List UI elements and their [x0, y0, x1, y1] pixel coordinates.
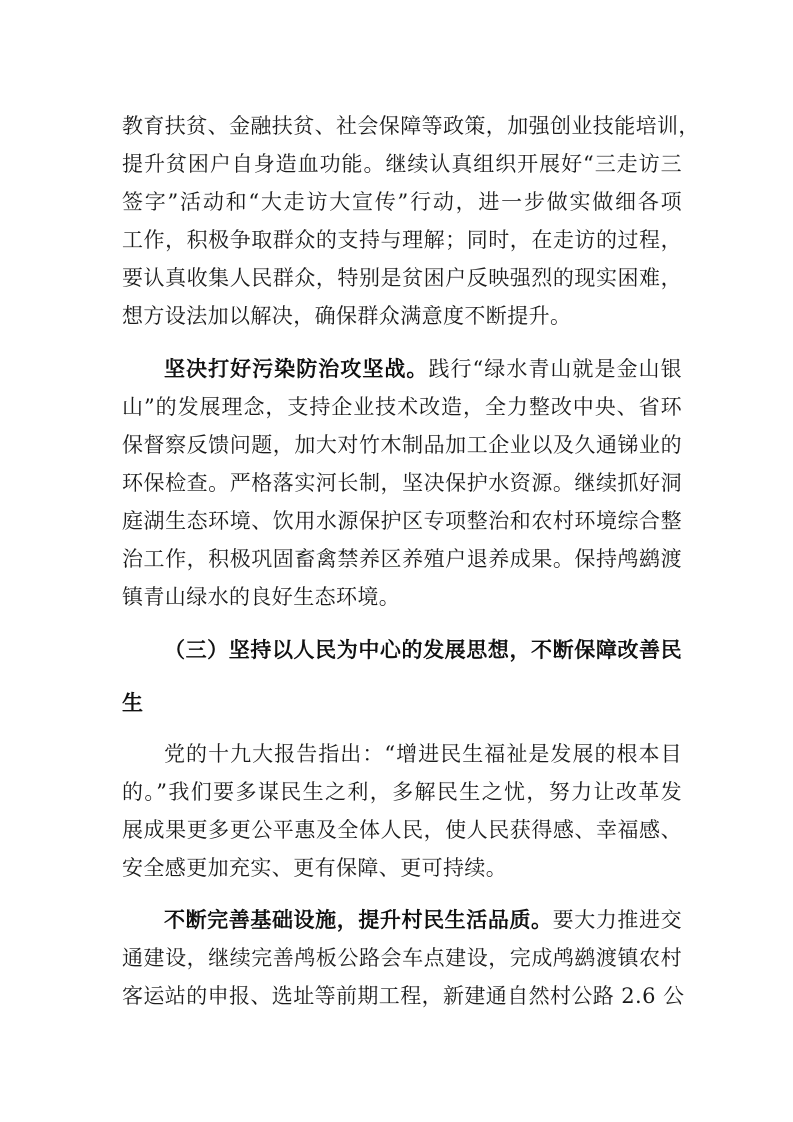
paragraph-line: 想方设法加以解决，确保群众满意度不断提升。	[122, 304, 572, 328]
paragraph-line: 展成果更多更公平惠及全体人民，使人民获得感、幸福感、	[122, 818, 682, 842]
section-heading: （三）坚持以人民为中心的发展思想，不断保障改善民	[164, 638, 682, 662]
section-heading-continued: 生	[122, 691, 144, 715]
paragraph-first-line	[164, 900, 682, 940]
paragraph-lead-bold: 不断完善基础设施，提升村民生活品质。	[164, 908, 553, 932]
paragraph-line: 山”的发展理念，支持企业技术改造，全力整改中央、省环	[122, 395, 682, 419]
paragraph-line: 要认真收集人民群众，特别是贫困户反映强烈的现实困难，	[122, 266, 682, 290]
paragraph-line: 保督察反馈问题，加大对竹木制品加工企业以及久通锑业的	[122, 433, 682, 457]
paragraph-first-line: 党的十九大报告指出：“增进民生福祉是发展的根本目	[164, 742, 682, 766]
paragraph-line: 通建设，继续完善鸬板公路会车点建设，完成鸬鹚渡镇农村	[122, 946, 682, 970]
paragraph-line: 客运站的申报、选址等前期工程，新建通自然村公路 2.6 公	[122, 984, 685, 1008]
paragraph-line: 的。”我们要多谋民生之利，多解民生之忧，努力让改革发	[122, 780, 682, 804]
paragraph-line: 签字”活动和“大走访大宣传”行动，进一步做实做细各项	[122, 190, 682, 214]
paragraph-line: 镇青山绿水的良好生态环境。	[122, 585, 401, 609]
paragraph-line: 教育扶贫、金融扶贫、社会保障等政策，加强创业技能培训，	[122, 114, 700, 138]
paragraph-line: 环保检查。严格落实河长制，坚决保护水资源。继续抓好洞	[122, 471, 682, 495]
paragraph-line: 安全感更加充实、更有保障、更可持续。	[122, 856, 508, 880]
paragraph-lead-bold: 坚决打好污染防治攻坚战。	[164, 357, 429, 381]
paragraph-line: 治工作，积极巩固畜禽禁养区养殖户退养成果。保持鸬鹚渡	[122, 547, 682, 571]
paragraph-first-line	[164, 349, 682, 389]
paragraph-line: 提升贫困户自身造血功能。继续认真组织开展好“三走访三	[122, 152, 682, 176]
paragraph-text: 要大力推进交	[552, 908, 682, 932]
paragraph-line: 庭湖生态环境、饮用水源保护区专项整治和农村环境综合整	[122, 509, 682, 533]
paragraph-line: 工作，积极争取群众的支持与理解；同时，在走访的过程，	[122, 228, 682, 252]
paragraph-text: 践行“绿水青山就是金山银	[428, 357, 682, 381]
